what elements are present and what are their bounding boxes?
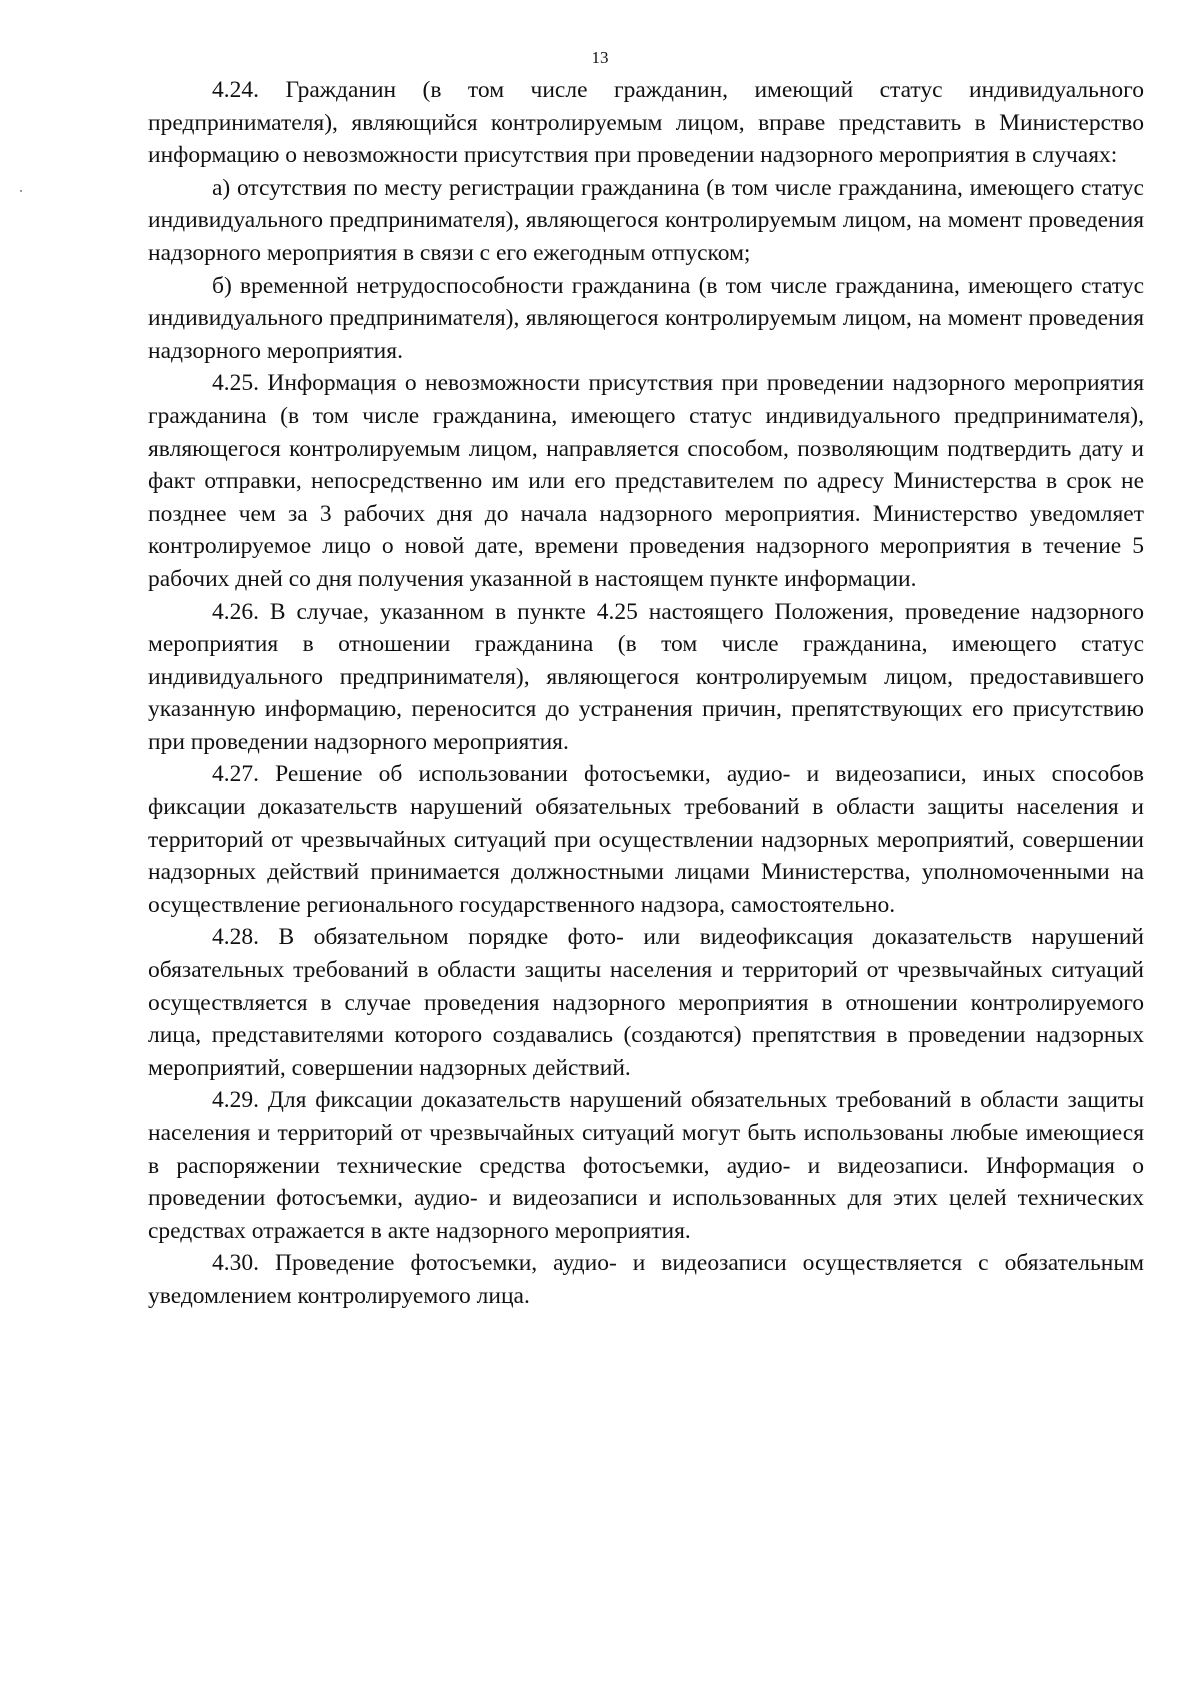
- paragraph-4-30: 4.30. Проведение фотосъемки, аудио- и видеозаписи осуществляется с обязательным уведомлением контролируемого лица.: [148, 1250, 1144, 1309]
- scan-speck: [20, 190, 22, 192]
- paragraph-4-27: 4.27. Решение об использовании фотосъемки, аудио- и видеозаписи, иных способов фиксации доказательств нарушений обязательных требований в области защиты населения и территорий от чрезвычайных ситуаций при осуществлении надзорных мероприятий, совершении надзорных действий принимается должностными лицами Министерства, уполномоченными на осуществление регионального государственного надзора, самостоятельно.: [148, 761, 1144, 918]
- document-body: [148, 74, 1144, 1313]
- paragraph-4-24-a: а) отсутствия по месту регистрации гражданина (в том числе гражданина, имеющего статус индивидуального предпринимателя), являющегося контролируемым лицом, на момент проведения надзорного мероприятия в связи с его ежегодным отпуском;: [148, 174, 1144, 266]
- paragraph-4-26: 4.26. В случае, указанном в пункте 4.25 настоящего Положения, проведение надзорного мероприятия в отношении гражданина (в том числе гражданина, имеющего статус индивидуального предпринимателя), являющегося контролируемым лицом, предоставившего указанную информацию, переносится до устранения причин, препятствующих его присутствию при проведении надзорного мероприятия.: [148, 598, 1144, 755]
- paragraph-4-28: 4.28. В обязательном порядке фото- или видеофиксация доказательств нарушений обязательных требований в области защиты населения и территорий от чрезвычайных ситуаций осуществляется в случае проведения надзорного мероприятия в отношении контролируемого лица, представителями которого создавались (создаются) препятствия в проведении надзорных мероприятий, совершении надзорных действий.: [148, 924, 1144, 1081]
- paragraph-4-24: 4.24. Гражданин (в том числе гражданин, имеющий статус индивидуального предпринимателя), являющийся контролируемым лицом, вправе представить в Министерство информацию о невозможности присутствия при проведении надзорного мероприятия в случаях:: [148, 77, 1144, 169]
- paragraph-4-29: 4.29. Для фиксации доказательств нарушений обязательных требований в области защиты населения и территорий от чрезвычайных ситуаций могут быть использованы любые имеющиеся в распоряжении технические средства фотосъемки, аудио- и видеозаписи. Информация о проведении фотосъемки, аудио- и видеозаписи и использованных для этих целей технических средствах отражается в акте надзорного мероприятия.: [148, 1087, 1144, 1244]
- paragraph-4-25: 4.25. Информация о невозможности присутствия при проведении надзорного мероприятия гражданина (в том числе гражданина, имеющего статус индивидуального предпринимателя), являющегося контролируемым лицом, направляется способом, позволяющим подтвердить дату и факт отправки, непосредственно им или его представителем по адресу Министерства в срок не позднее чем за 3 рабочих дня до начала надзорного мероприятия. Министерство уведомляет контролируемое лицо о новой дате, времени проведения надзорного мероприятия в течение 5 рабочих дней со дня получения указанной в настоящем пункте информации.: [148, 370, 1144, 592]
- page-number: 13: [591, 48, 609, 67]
- paragraph-4-24-b: б) временной нетрудоспособности гражданина (в том числе гражданина, имеющего статус индивидуального предпринимателя), являющегося контролируемым лицом, на момент проведения надзорного мероприятия.: [148, 272, 1144, 364]
